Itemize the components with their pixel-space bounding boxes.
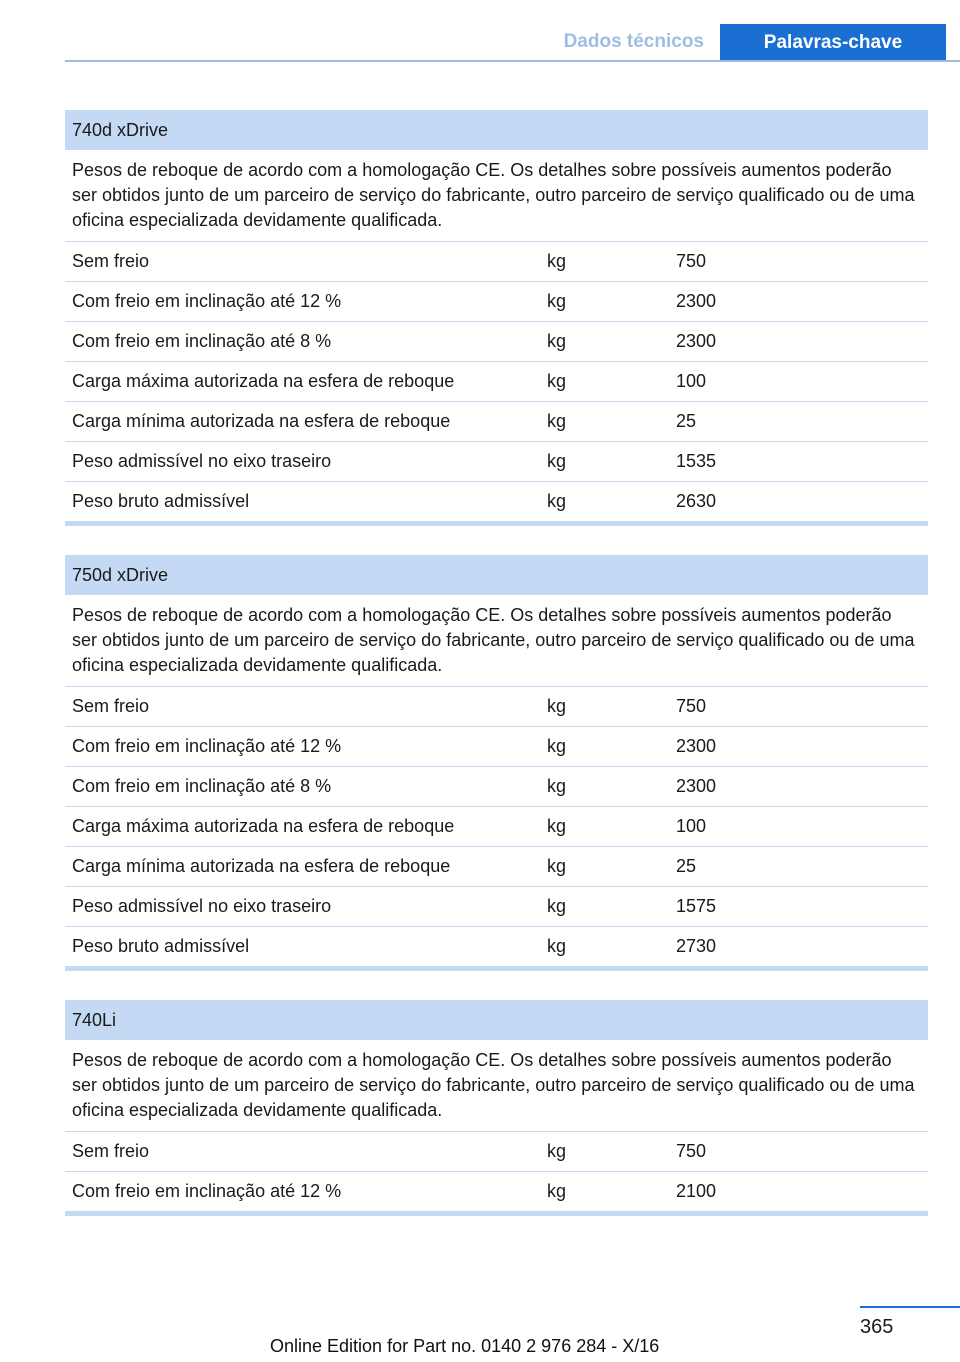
row-label: Carga mínima autorizada na esfera de reboque [72, 411, 451, 431]
table-row [65, 402, 928, 442]
row-value: 25 [676, 856, 697, 876]
table-row [65, 927, 928, 966]
spec-table-740d-xdrive [65, 110, 928, 526]
tab-keywords[interactable]: Palavras-chave [720, 24, 946, 62]
row-unit: kg [547, 451, 567, 471]
row-label: Sem freio [72, 696, 150, 716]
table-row [65, 807, 928, 847]
row-label: Com freio em inclinação até 12 % [72, 291, 342, 311]
table-row [65, 322, 928, 362]
table-title: 740Li [65, 1000, 928, 1040]
edition-note: Online Edition for Part no. 0140 2 976 284 - X/16 [270, 1336, 660, 1356]
row-label: Com freio em inclinação até 8 % [72, 331, 332, 351]
row-label: Carga máxima autorizada na esfera de reboque [72, 371, 455, 391]
table-row [65, 727, 928, 767]
row-value: 1575 [676, 896, 717, 916]
row-value: 2300 [676, 291, 717, 311]
table-row [65, 1172, 928, 1211]
row-label: Peso bruto admissível [72, 936, 250, 956]
tab-technical-data[interactable]: Dados técnicos [563, 31, 704, 52]
row-unit: kg [547, 1181, 567, 1201]
row-label: Peso bruto admissível [72, 491, 250, 511]
table-note: Pesos de reboque de acordo com a homologação CE. Os detalhes sobre possíveis aumentos poderão ser obtidos junto de um parceiro de serviço do fabricante, outro parceiro de serviço qualificado ou de uma oficina especializada devidamente qualificada. [65, 595, 928, 687]
table-row [65, 482, 928, 521]
row-unit: kg [547, 1141, 567, 1161]
header-divider [65, 60, 960, 62]
row-value: 2300 [676, 331, 717, 351]
row-label: Carga mínima autorizada na esfera de reboque [72, 856, 451, 876]
row-value: 2300 [676, 736, 717, 756]
row-unit: kg [547, 776, 567, 796]
row-value: 2730 [676, 936, 717, 956]
row-label: Com freio em inclinação até 8 % [72, 776, 332, 796]
row-value: 25 [676, 411, 697, 431]
row-label: Carga máxima autorizada na esfera de reboque [72, 816, 455, 836]
table-row [65, 1132, 928, 1172]
table-row [65, 687, 928, 727]
row-value: 750 [676, 251, 707, 271]
row-value: 100 [676, 816, 707, 836]
row-value: 2630 [676, 491, 717, 511]
row-value: 750 [676, 1141, 707, 1161]
row-label: Com freio em inclinação até 12 % [72, 736, 342, 756]
page-number: 365 [860, 1316, 894, 1338]
row-unit: kg [547, 251, 567, 271]
row-unit: kg [547, 896, 567, 916]
table-row [65, 362, 928, 402]
row-unit: kg [547, 696, 567, 716]
row-value: 2100 [676, 1181, 717, 1201]
row-value: 750 [676, 696, 707, 716]
row-value: 100 [676, 371, 707, 391]
spec-content [65, 110, 928, 1216]
spec-table-740li [65, 1000, 928, 1216]
table-row [65, 847, 928, 887]
row-label: Sem freio [72, 1141, 150, 1161]
page-header [0, 0, 960, 64]
table-row [65, 242, 928, 282]
row-unit: kg [547, 736, 567, 756]
table-row [65, 282, 928, 322]
row-unit: kg [547, 936, 567, 956]
table-row [65, 767, 928, 807]
row-unit: kg [547, 411, 567, 431]
spec-table-750d-xdrive [65, 555, 928, 971]
table-title: 750d xDrive [65, 555, 928, 595]
table-note: Pesos de reboque de acordo com a homologação CE. Os detalhes sobre possíveis aumentos poderão ser obtidos junto de um parceiro de serviço do fabricante, outro parceiro de serviço qualificado ou de uma oficina especializada devidamente qualificada. [65, 150, 928, 242]
footer-divider [860, 1306, 960, 1308]
row-unit: kg [547, 491, 567, 511]
row-label: Peso admissível no eixo traseiro [72, 896, 332, 916]
table-title: 740d xDrive [65, 110, 928, 150]
row-unit: kg [547, 856, 567, 876]
row-unit: kg [547, 291, 567, 311]
row-value: 2300 [676, 776, 717, 796]
row-label: Sem freio [72, 251, 150, 271]
row-label: Peso admissível no eixo traseiro [72, 451, 332, 471]
row-label: Com freio em inclinação até 12 % [72, 1181, 342, 1201]
row-unit: kg [547, 816, 567, 836]
table-row [65, 442, 928, 482]
row-value: 1535 [676, 451, 717, 471]
table-row [65, 887, 928, 927]
table-note: Pesos de reboque de acordo com a homologação CE. Os detalhes sobre possíveis aumentos poderão ser obtidos junto de um parceiro de serviço do fabricante, outro parceiro de serviço qualificado ou de uma oficina especializada devidamente qualificada. [65, 1040, 928, 1132]
row-unit: kg [547, 331, 567, 351]
row-unit: kg [547, 371, 567, 391]
